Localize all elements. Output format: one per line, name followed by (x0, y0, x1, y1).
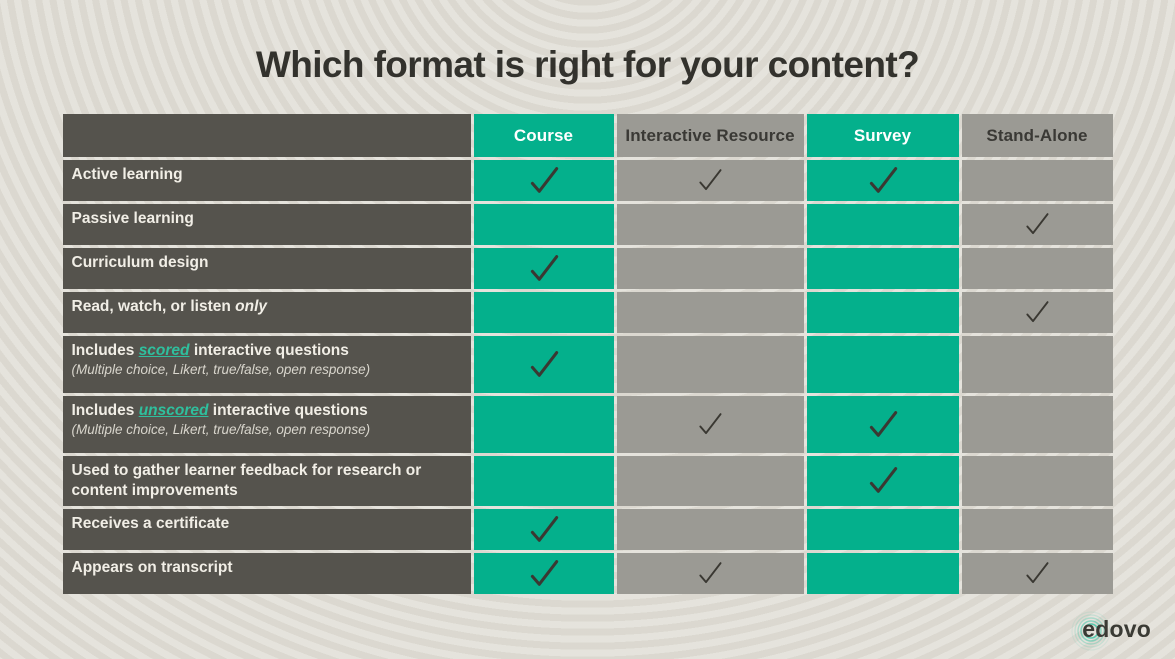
row-label: Curriculum design (71, 254, 209, 271)
check-cell-survey-row6 (807, 396, 959, 453)
table-row (63, 456, 1113, 506)
table-row (63, 248, 1113, 289)
checkmark-icon (695, 412, 725, 437)
check-cell-interactive-resource-row5 (617, 336, 804, 393)
row-label: Appears on transcript (71, 559, 233, 577)
italic-emphasis: only (235, 298, 268, 315)
check-cell-stand-alone-row5 (962, 336, 1113, 393)
highlight-link: unscored (138, 402, 209, 419)
checkmark-icon (526, 166, 562, 196)
checkmark-icon (865, 166, 901, 196)
checkmark-icon (526, 559, 562, 589)
header-blank-cell (63, 114, 471, 157)
check-cell-course-row8 (474, 509, 614, 550)
check-cell-interactive-resource-row3 (617, 248, 804, 289)
table-row (63, 509, 1113, 550)
column-header-label: Course (513, 125, 574, 145)
check-cell-stand-alone-row2 (962, 204, 1113, 245)
column-header-label: Stand-Alone (986, 125, 1088, 145)
check-cell-survey-row1 (807, 160, 959, 201)
row-label-cell (63, 204, 471, 245)
check-cell-stand-alone-row7 (962, 456, 1113, 506)
checkmark-icon (1022, 300, 1052, 325)
check-cell-course-row6 (474, 396, 614, 453)
row-label-cell (63, 456, 471, 506)
check-cell-course-row7 (474, 456, 614, 506)
checkmark-icon (865, 466, 901, 496)
check-cell-interactive-resource-row9 (617, 553, 804, 594)
row-label: Receives a certificate (71, 515, 230, 533)
check-cell-survey-row5 (807, 336, 959, 393)
row-label-cell (63, 160, 471, 201)
row-label-cell (63, 396, 471, 453)
table-row (63, 292, 1113, 333)
row-label-cell (63, 336, 471, 393)
checkmark-icon (1022, 561, 1052, 586)
row-label: Includes scored interactive questions (71, 342, 349, 359)
check-cell-interactive-resource-row1 (617, 160, 804, 201)
check-cell-stand-alone-row3 (962, 248, 1113, 289)
table-row (63, 160, 1113, 201)
check-cell-survey-row2 (807, 204, 959, 245)
check-cell-interactive-resource-row2 (617, 204, 804, 245)
table-row (63, 204, 1113, 245)
checkmark-icon (526, 254, 562, 284)
check-cell-interactive-resource-row6 (617, 396, 804, 453)
row-sublabel: (Multiple choice, Likert, true/false, open response) (71, 422, 371, 438)
row-label-cell (63, 509, 471, 550)
row-label-cell (63, 553, 471, 594)
column-header-label: Survey (853, 125, 912, 145)
row-label-cell (63, 292, 471, 333)
check-cell-stand-alone-row6 (962, 396, 1113, 453)
row-label: Includes unscored interactive questions (71, 402, 368, 419)
check-cell-survey-row3 (807, 248, 959, 289)
check-cell-stand-alone-row9 (962, 553, 1113, 594)
table-row (63, 336, 1113, 393)
check-cell-survey-row7 (807, 456, 959, 506)
highlight-link: scored (138, 342, 190, 359)
check-cell-survey-row8 (807, 509, 959, 550)
row-label-cell (63, 248, 471, 289)
check-cell-course-row2 (474, 204, 614, 245)
check-cell-interactive-resource-row4 (617, 292, 804, 333)
checkmark-icon (695, 561, 725, 586)
column-header-survey (807, 114, 959, 157)
check-cell-interactive-resource-row8 (617, 509, 804, 550)
column-header-interactive-resource (617, 114, 804, 157)
row-label: Active learning (71, 166, 183, 183)
check-cell-stand-alone-row8 (962, 509, 1113, 550)
check-cell-survey-row4 (807, 292, 959, 333)
checkmark-icon (526, 515, 562, 545)
check-cell-course-row5 (474, 336, 614, 393)
row-sublabel: (Multiple choice, Likert, true/false, open response) (71, 362, 371, 378)
row-label: Read, watch, or listen only (71, 298, 268, 315)
column-header-stand-alone (962, 114, 1113, 157)
column-header-label: Interactive Resource (625, 125, 795, 145)
table-row (63, 396, 1113, 453)
row-label: Passive learning (71, 210, 194, 227)
checkmark-icon (695, 168, 725, 193)
page-title: Which format is right for your content? (255, 44, 920, 85)
check-cell-course-row1 (474, 160, 614, 201)
check-cell-course-row3 (474, 248, 614, 289)
column-header-course (474, 114, 614, 157)
comparison-table (63, 114, 1113, 594)
check-cell-course-row4 (474, 292, 614, 333)
checkmark-icon (526, 350, 562, 380)
logo-text: edovo (1082, 616, 1151, 642)
row-label: Used to gather learner feedback for research or content improvements (71, 462, 422, 500)
table-row (63, 553, 1113, 594)
check-cell-interactive-resource-row7 (617, 456, 804, 506)
check-cell-stand-alone-row1 (962, 160, 1113, 201)
checkmark-icon (865, 410, 901, 440)
check-cell-stand-alone-row4 (962, 292, 1113, 333)
check-cell-course-row9 (474, 553, 614, 594)
table-header-row (63, 114, 1113, 157)
edovo-logo (1082, 616, 1151, 643)
check-cell-survey-row9 (807, 553, 959, 594)
checkmark-icon (1022, 212, 1052, 237)
